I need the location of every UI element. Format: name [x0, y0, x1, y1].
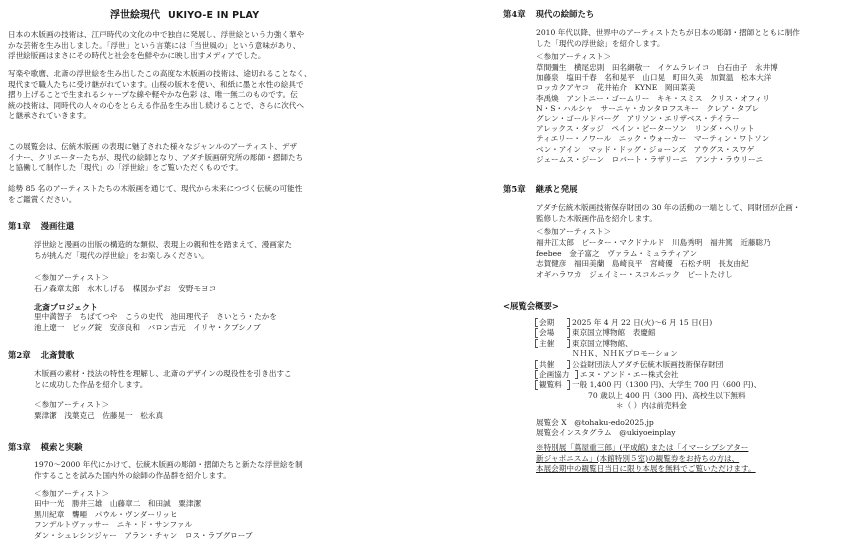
- chapter-5-artists-label: ＜参加アーティスト＞: [536, 227, 612, 236]
- row-value: ＊（ ）内は前売料金: [616, 401, 687, 411]
- overview-row-period: [536, 318, 761, 328]
- chapter-1-heading: [8, 220, 74, 232]
- chapter-3-heading: [8, 441, 82, 453]
- chapter-3-description: 1970～2000 年代にかけて、伝統木版画の彫師・摺師たちと新たな浮世絵を制 作することを試みた国内外の絵師の作品群を紹介します。: [34, 460, 303, 480]
- chapter-title: 継承と発展: [535, 184, 578, 194]
- row-label: 会場: [539, 328, 555, 338]
- chapter-number: 第3章: [8, 442, 31, 452]
- instagram-account[interactable]: 展覧会インスタグラム @ukiyoeinplay: [536, 428, 676, 437]
- chapter-2-artists-label: ＜参加アーティスト＞: [34, 400, 110, 409]
- chapter-4-description: 2010 年代以降、世界中のアーティストたちが日本の彫師・摺師とともに制作 した「現代の浮世絵」を紹介します。: [536, 28, 800, 48]
- chapter-4-artists: 草間彌生 横尾忠則 田名網敬一 イケムラレイコ 白石由子 永井博 加藤泉 塩田千春 名和晃平 山口晃 町田久美 加賀温 松本大洋 ロッカクアヤコ 花井祐介 KYNE 岡田菜美 李禹煥 アントニー・ゴームリー キキ・スミス クリス・オフィリ N・S・ハルシャ サーニャ・カンタロフスキー クレア・タブレ グレン・ゴールドバーグ アリソン・エリザベス・テイラー アレックス・ダッジ ペイン・ピーターソン リンダ・ヘリット ティエリー・ノワール ニック・ウォーカー マーティン・ワトソン ベン・アイン マッド・ドッグ・ジョーンズ アウグス・スワゲ ジェームス・ジーン ロバート・ラザリーニ アンナ・ラウリーニ: [536, 63, 778, 164]
- x-account[interactable]: 展覧会 X @tohaku-edo2025.jp: [536, 418, 654, 427]
- intro-paragraph-1: 日本の木版画の技術は、江戸時代の文化の中で独自に発展し、浮世絵という力強く華や かな芸術を生み出しました。「浮世」という言葉には「当世風の」という意味があり、 浮世絵版画はまさにその時代と社会を色鮮やかに映し出すメディアでした。: [8, 30, 305, 61]
- chapter-title: 現代の絵師たち: [535, 9, 595, 19]
- chapter-3-artists: 田中一光 勝井三雄 山藤章二 和田誠 粟津潔 黒川紀章 聾唖 パウル・ヴンダーリッヒ フンデルトヴァッサー ニキ・ド・サンファル ダン・シュレシンジャー アラン・チャン ロス・ラブグローブ: [34, 499, 253, 540]
- chapter-4-heading: [503, 8, 594, 20]
- intro-paragraph-2: 写楽や歌麿、北斎の浮世絵を生み出したこの高度な木版画の技術は、途切れることなく、 現代まで職人たちに受け継がれています。山桜の版木を使い、和紙に墨と水性の絵具で 摺り上げることで生まれるシャープな線や軽やかな色彩 は、唯一無二のものです。伝 統の技術は、同時代の人々の心をとらえる作品を生み出し続けることで、さらに次代へ と継承されていきます。: [8, 69, 312, 121]
- overview-heading: <展覧会概要>: [503, 301, 559, 311]
- free-admission-note: [536, 443, 842, 475]
- overview-table: [536, 318, 761, 412]
- chapter-3-artists-label: ＜参加アーティスト＞: [34, 489, 110, 498]
- intro-paragraph-4: 総勢 85 名のアーティストたちの木版画を通じて、現代から未来につづく伝統の可能性 をご鑑賞ください。: [8, 184, 303, 204]
- note-text: ※特別展「蔦屋重三郎」(平成館) または「イマーシブシアター 新ジャポニスム」(本館特別５室)の観覧券をお持ちの方は、 本展会期中の観覧日当日に限り本展を無料でご覧いただけます。: [536, 443, 756, 474]
- row-label: 会期: [539, 318, 555, 327]
- chapter-number: 第5章: [503, 184, 526, 194]
- row-value: 一般 1,400 円（1300 円)、大学生 700 円（600 円)、: [572, 380, 762, 390]
- chapter-5-heading: [503, 183, 577, 195]
- hokusai-project-artists: 里中満智子 ちばてつや こうの史代 池田理代子 さいとう・たかを 池上遼一 ビッグ錠 安彦良和 バロン吉元 イリヤ・クブシノブ: [34, 312, 277, 332]
- chapter-number: 第1章: [8, 221, 31, 231]
- overview-row-cosponsor: [536, 360, 761, 370]
- chapter-2-description: 木版画の素材・技法の特性を理解し、北斎のデザインの現役性を引き出すこ とに成功した作品を紹介します。: [34, 369, 292, 389]
- row-value: 公益財団法人アダチ伝統木版画技術保存財団: [572, 359, 724, 369]
- chapter-1-artists-label: ＜参加アーティスト＞: [34, 273, 110, 282]
- row-value: ＮＨＫ、ＮＨＫプロモーション: [572, 349, 678, 359]
- chapter-title: 漫画往還: [40, 221, 75, 231]
- chapter-number: 第2章: [8, 350, 31, 360]
- chapter-4-artists-label: ＜参加アーティスト＞: [536, 52, 612, 61]
- overview-row-planning: [536, 370, 761, 380]
- chapter-number: 第4章: [503, 9, 526, 19]
- overview-row-organizer-cont: [536, 349, 761, 359]
- chapter-1-artists: 石ノ森章太郎 水木しげる 楳図かずお 安野モヨコ: [34, 284, 217, 293]
- intro-paragraph-3: この展覧会は、伝統木版画 の表現に魅了された様々なジャンルのアーティスト、デザ イナー、クリエーターたちが、現代の絵師となり、アダチ版画研究所の彫師・摺師たち と協働して制作した「現代」の「浮世絵」をご覧いただくものです。: [8, 142, 304, 173]
- page-title: [110, 6, 259, 21]
- chapter-title: 模索と実験: [40, 442, 83, 452]
- row-value: 70 歳以上 400 円（300 円)、高校生以下無料: [588, 390, 746, 400]
- row-value: エヌ・アンド・エー株式会社: [580, 369, 679, 379]
- chapter-5-artists: 福井江太郎 ピーター・マクドナルド 川島秀明 福井篤 近藤聡乃 feebee 金子富之 ヴァラム・ミュラティアン 志賀健彦 福田美蘭 島崎良平 宮崎優 石松チ明 長友由紀 オギハラワカ ジェイミー・スコルニック ピートたけし: [536, 238, 771, 279]
- overview-row-organizer: [536, 339, 761, 349]
- overview-row-admission: [536, 380, 761, 390]
- overview-row-admission-cont: [536, 391, 761, 401]
- title-en: UKIYO-E IN PLAY: [168, 10, 260, 21]
- chapter-2-heading: [8, 349, 74, 361]
- row-value: 東京国立博物館 表慶館: [572, 328, 656, 338]
- chapter-5-description: アダチ伝統木版画技術保存財団の 30 年の活動の一端として、同財団が企画・ 監修した木版画作品を紹介します。: [536, 203, 801, 223]
- title-ja: 浮世絵現代: [110, 10, 160, 21]
- chapter-2-artists: 粟津潔 浅葉克己 佐藤晃一 松永真: [34, 411, 164, 420]
- chapter-1-description: 浮世絵と漫画の出版の構造的な類似、表現上の親和性を踏まえて、漫画家た ちが挑んだ「現代の浮世絵」をお楽しみください。: [34, 240, 293, 260]
- chapter-title: 北斎賛歌: [40, 350, 75, 360]
- row-label: 企画協力: [539, 369, 570, 379]
- row-label: 共催: [539, 359, 555, 369]
- overview-row-admission-note: [536, 401, 761, 411]
- hokusai-project-label: 北斎プロジェクト: [34, 302, 98, 312]
- row-label: 観覧料: [539, 380, 562, 390]
- row-label: 主催: [539, 338, 555, 348]
- row-value: 2025 年 4 月 22 日(火)～6 月 15 日(日): [572, 318, 713, 327]
- overview-row-venue: [536, 328, 761, 338]
- row-value: 東京国立博物館、: [572, 338, 633, 348]
